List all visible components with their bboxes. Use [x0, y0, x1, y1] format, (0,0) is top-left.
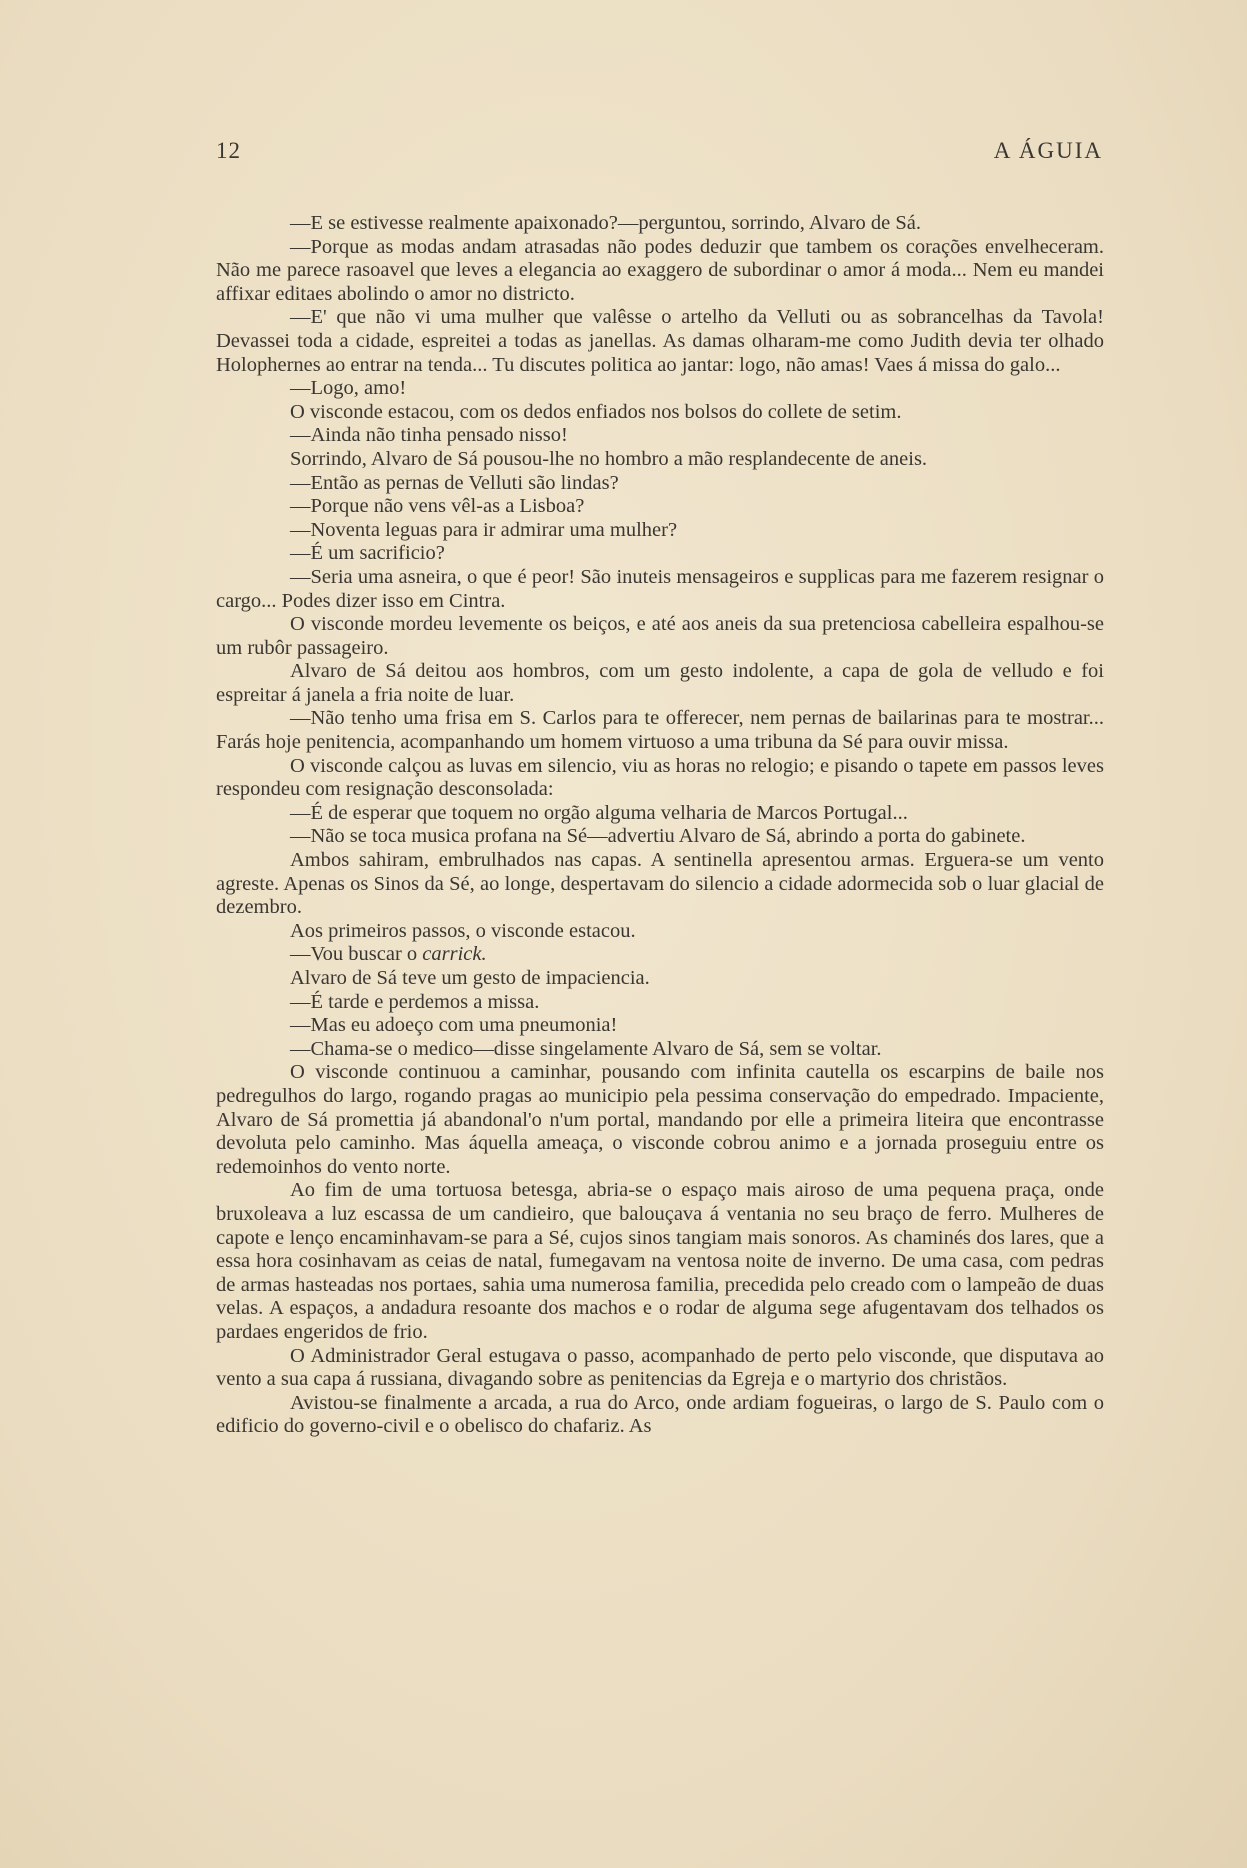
- paragraph: Alvaro de Sá teve um gesto de impaciencia.: [290, 967, 650, 989]
- paragraph: Alvaro de Sá deitou aos hombros, com um gesto indolente, a capa de gola de velludo e foi espreitar á janela a fria noite de luar.: [216, 660, 1104, 706]
- paragraph: Sorrindo, Alvaro de Sá pousou-lhe no hombro a mão resplandecente de aneis.: [290, 447, 928, 470]
- paragraph: —É tarde e perdemos a missa.: [290, 990, 540, 1013]
- paragraph: —Chama-se o medico—disse singelamente Alvaro de Sá, sem se voltar.: [290, 1037, 882, 1060]
- article-body: [216, 212, 1104, 1439]
- paragraph: —Noventa leguas para ir admirar uma mulher?: [290, 518, 678, 541]
- paragraph: Avistou-se finalmente a arcada, a rua do Arco, onde ardiam fogueiras, o largo de S. Paulo com o edificio do governo-civil e o obelisco do chafariz. As: [216, 1391, 1104, 1438]
- paragraph: —Vou buscar o carrick.: [290, 943, 487, 966]
- paragraph: —Logo, amo!: [290, 377, 407, 400]
- paragraph: Aos primeiros passos, o visconde estacou.: [290, 919, 636, 942]
- paragraph: —Ainda não tinha pensado nisso!: [290, 424, 568, 447]
- paragraph: Ambos sahiram, embrulhados nas capas. A sentinella apresentou armas. Erguera-se um vento agreste. Apenas os Sinos da Sé, ao longe, despertavam do silencio a cidade adormecida sob o luar glacial de dezembro.: [216, 849, 1104, 919]
- paragraph: O visconde continuou a caminhar, pousando com infinita cautella os escarpins de baile nos pedregulhos do largo, rogando pragas ao municipio pela pessima conservação do empedrado. Impaciente, Alvaro de Sá promettia já abandonal'o n'um portal, mandando por elle a primeira liteira que encontrasse devoluta pelo caminho. Mas áquella ameaça, o visconde cobrou animo e a jornada proseguiu entre os redemoinhos do vento norte.: [216, 1061, 1104, 1178]
- paragraph: —Porque não vens vêl-as a Lisboa?: [290, 495, 585, 518]
- paragraph: —É de esperar que toquem no orgão alguma velharia de Marcos Portugal...: [290, 801, 908, 824]
- paragraph: —Porque as modas andam atrasadas não podes deduzir que tambem os corações envelheceram. Não me parece rasoavel que leves a elegancia ao exaggero de subordinar o amor á moda... Nem eu mandei affixar editaes abolindo o amor no districto.: [216, 235, 1104, 305]
- page-header: [216, 138, 1103, 168]
- paragraph: Ao fim de uma tortuosa betesga, abria-se o espaço mais airoso de uma pequena praça, onde bruxoleava a luz escassa de um candieiro, que balouçava á ventania no seu braço de ferro. Mulheres de capote e lenço encaminhavam-se para a Sé, cujos sinos tangiam mais sonoros. As chaminés dos lares, que a essa hora cosinhavam as ceias de natal, fumegavam na ventosa noite de inverno. De uma casa, com pedras de armas hasteadas nos portaes, sahia uma numerosa familia, precedida pelo creado com o lampeão de duas velas. A espaços, a andadura resoante dos machos e o rodar de alguma sege afugentavam dos telhados os pardaes engeridos de frio.: [216, 1179, 1104, 1343]
- paragraph: —E se estivesse realmente apaixonado?—perguntou, sorrindo, Alvaro de Sá.: [290, 212, 921, 234]
- paragraph: O Administrador Geral estugava o passo, acompanhado de perto pelo visconde, que disputava ao vento a sua capa á russiana, divagando sobre as penitencias da Egreja e o martyrio dos christãos.: [216, 1344, 1104, 1391]
- page-number: 12: [216, 138, 241, 163]
- paragraph: —É um sacrificio?: [290, 542, 445, 565]
- paragraph: —Não tenho uma frisa em S. Carlos para te offerecer, nem pernas de bailarinas para te mostrar... Farás hoje penitencia, acompanhando um homem virtuoso a uma tribuna da Sé para ouvir missa.: [216, 707, 1104, 754]
- paragraph: —Mas eu adoeço com uma pneumonia!: [290, 1014, 618, 1037]
- journal-title: A ÁGUIA: [993, 138, 1103, 163]
- paragraph: O visconde calçou as luvas em silencio, viu as horas no relogio; e pisando o tapete em passos leves respondeu com resignação desconsolada:: [216, 754, 1104, 801]
- paragraph: —Seria uma asneira, o que é peor! São inuteis mensageiros e supplicas para me fazerem resignar o cargo... Podes dizer isso em Cintra.: [216, 565, 1104, 612]
- paragraph: O visconde mordeu levemente os beiços, e até aos aneis da sua pretenciosa cabelleira espalhou-se um rubôr passageiro.: [216, 613, 1104, 659]
- paragraph: —E' que não vi uma mulher que valêsse o artelho da Velluti ou as sobrancelhas da Tavola! Devassei toda a cidade, espreitei a todas as janellas. As damas olharam-me como Judith devia ter olhado Holophernes ao entrar na tenda... Tu discutes politica ao jantar: logo, não amas! Vaes á missa do galo...: [216, 306, 1104, 376]
- paragraph: O visconde estacou, com os dedos enfiados nos bolsos do collete de setim.: [290, 400, 902, 423]
- paragraph: —Não se toca musica profana na Sé—advertiu Alvaro de Sá, abrindo a porta do gabinete.: [290, 825, 1026, 848]
- paragraph: —Então as pernas de Velluti são lindas?: [290, 471, 619, 494]
